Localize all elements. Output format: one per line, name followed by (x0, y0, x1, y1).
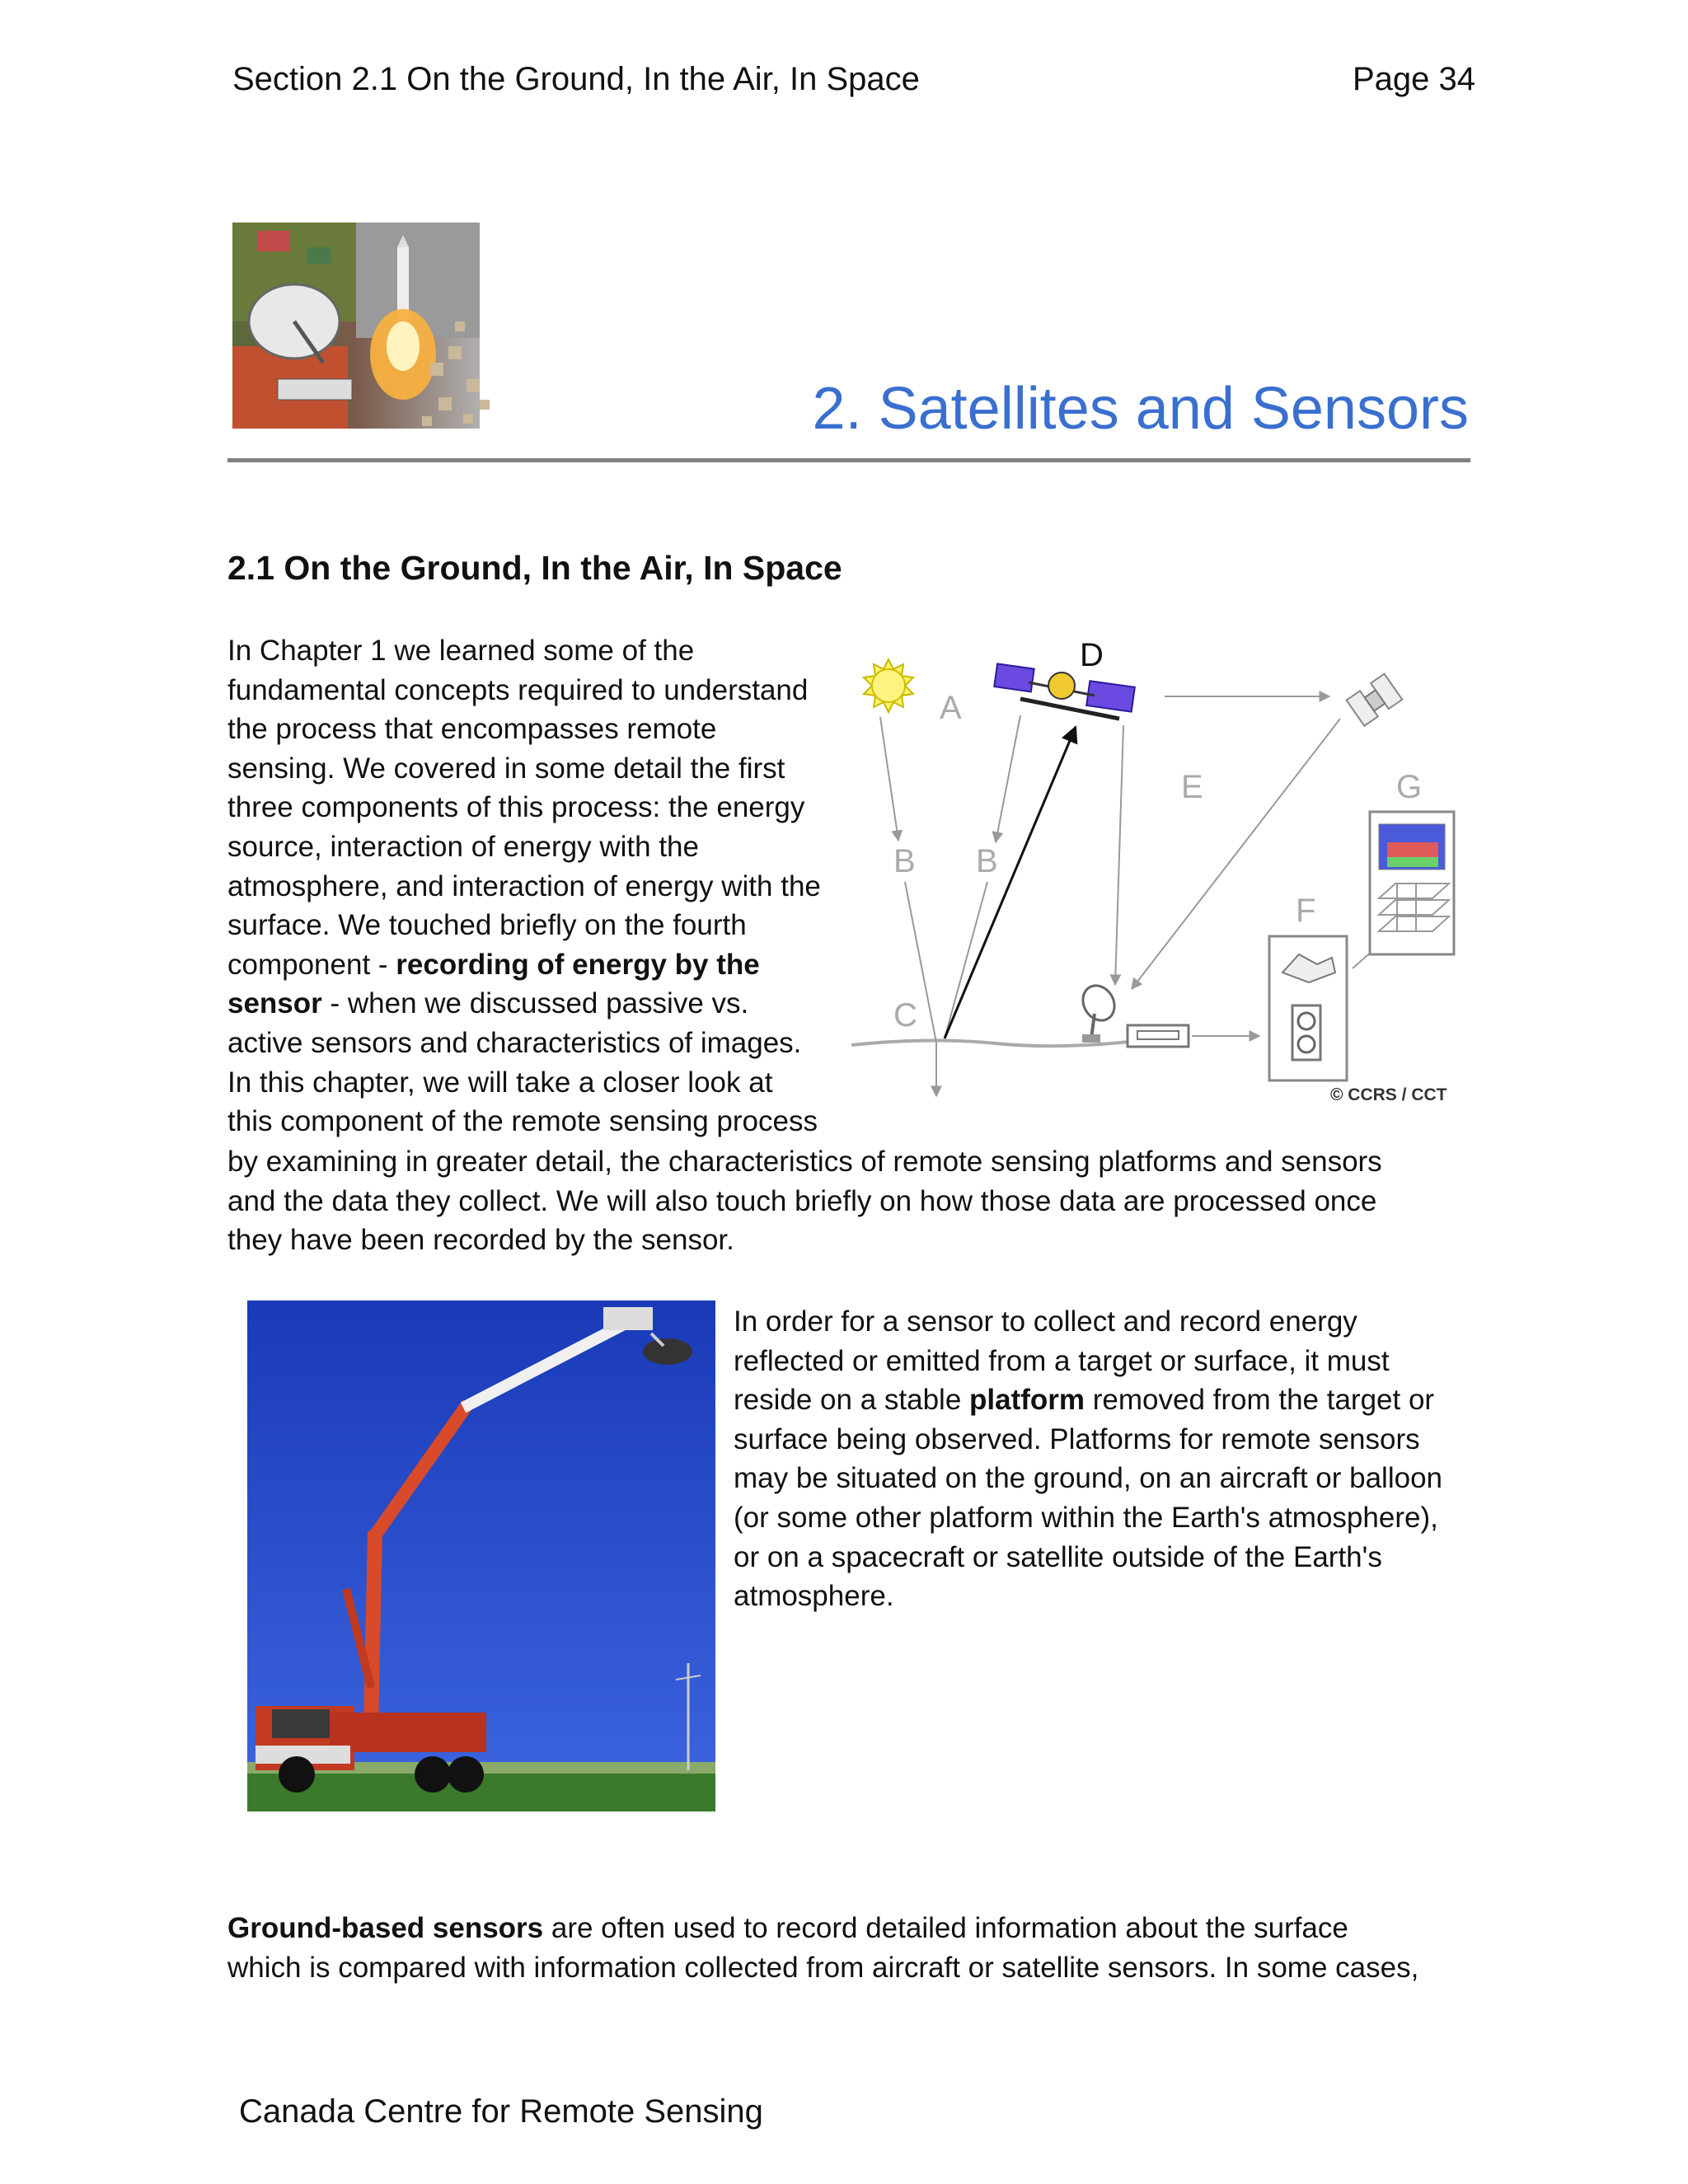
running-header-page-number: Page 34 (1352, 61, 1475, 97)
text-line: may be situated on the ground, on an aircraft or balloon (734, 1462, 1442, 1495)
ground-sensors-paragraph (227, 1909, 1513, 1987)
text-run: removed from the target or (1085, 1384, 1435, 1417)
text-line: source, interaction of energy with the (227, 830, 699, 863)
text-line: In order for a sensor to collect and record energy (734, 1305, 1357, 1338)
text-line: surface. We touched briefly on the fourth (227, 909, 747, 942)
bold-term: sensor (227, 987, 322, 1020)
output-image-box (1370, 812, 1454, 954)
text-line: the process that encompasses remote (227, 713, 717, 746)
bold-term: recording of energy by the (396, 948, 760, 981)
intro-paragraph-bottom (227, 1142, 1513, 1260)
title-rule (227, 458, 1470, 462)
text-run: reside on a stable (734, 1384, 970, 1417)
text-line: In Chapter 1 we learned some of the (227, 635, 695, 667)
remote-sensing-process-diagram (847, 626, 1474, 1121)
diagram-credit: © CCRS / CCT (1330, 1085, 1447, 1104)
text-line: (or some other platform within the Earth's atmosphere), (734, 1501, 1438, 1534)
relay-satellite-icon (1347, 674, 1403, 726)
receiving-dish-icon (1076, 980, 1120, 1043)
running-header-section: Section 2.1 On the Ground, In the Air, In Space (232, 61, 920, 97)
text-line: surface being observed. Platforms for remote sensors (734, 1422, 1420, 1455)
text-line: they have been recorded by the sensor. (227, 1224, 734, 1257)
text-line: atmosphere. (734, 1580, 894, 1613)
sun-icon (864, 659, 913, 712)
diagram-label-g: G (1396, 769, 1423, 805)
diagram-label-b: B (893, 843, 916, 879)
ground-station-icon (1128, 1025, 1189, 1047)
bucket-truck-platform-photo (247, 1301, 715, 1811)
diagram-label-d: D (1080, 637, 1104, 673)
diagram-label-a: A (940, 690, 962, 726)
text-line: which is compared with information collected from aircraft or satellite sensors. In some cases, (227, 1951, 1419, 1984)
page-footer: Canada Centre for Remote Sensing (239, 2093, 763, 2130)
text-line: or on a spacecraft or satellite outside of the Earth's (734, 1540, 1382, 1573)
text-run: component - (227, 948, 396, 981)
bold-term: platform (969, 1384, 1085, 1417)
text-line: reflected or emitted from a target or surface, it must (734, 1344, 1390, 1377)
text-line: three components of this process: the energy (227, 791, 805, 824)
text-line (227, 1909, 1513, 1948)
diagram-label-b: B (976, 843, 998, 879)
satellite-icon (994, 663, 1135, 719)
intro-paragraph-top (227, 631, 854, 1141)
text-line (227, 984, 854, 1024)
diagram-label-e: E (1181, 769, 1203, 805)
chapter-title: 2. Satellites and Sensors (812, 376, 1469, 442)
text-line: sensing. We covered in some detail the first (227, 752, 785, 785)
text-line: atmosphere, and interaction of energy with the (227, 869, 821, 902)
text-line: active sensors and characteristics of images. (227, 1026, 802, 1059)
text-run: - when we discussed passive vs. (321, 987, 749, 1020)
chapter-collage-image (232, 223, 495, 437)
platform-paragraph (734, 1302, 1492, 1616)
text-run: are often used to record detailed information about the surface (543, 1912, 1348, 1944)
processing-box (1269, 936, 1347, 1080)
diagram-label-c: C (893, 997, 917, 1033)
section-heading: 2.1 On the Ground, In the Air, In Space (227, 549, 842, 587)
text-line (227, 945, 854, 985)
bold-term: Ground-based sensors (227, 1912, 544, 1944)
text-line: In this chapter, we will take a closer look at (227, 1066, 773, 1099)
text-line: this component of the remote sensing process (227, 1105, 818, 1138)
text-line: fundamental concepts required to understand (227, 673, 809, 706)
text-line: and the data they collect. We will also touch briefly on how those data are processed once (227, 1184, 1377, 1217)
text-line: by examining in greater detail, the characteristics of remote sensing platforms and sensors (227, 1146, 1382, 1178)
text-line (734, 1380, 1492, 1420)
diagram-label-f: F (1296, 893, 1316, 929)
